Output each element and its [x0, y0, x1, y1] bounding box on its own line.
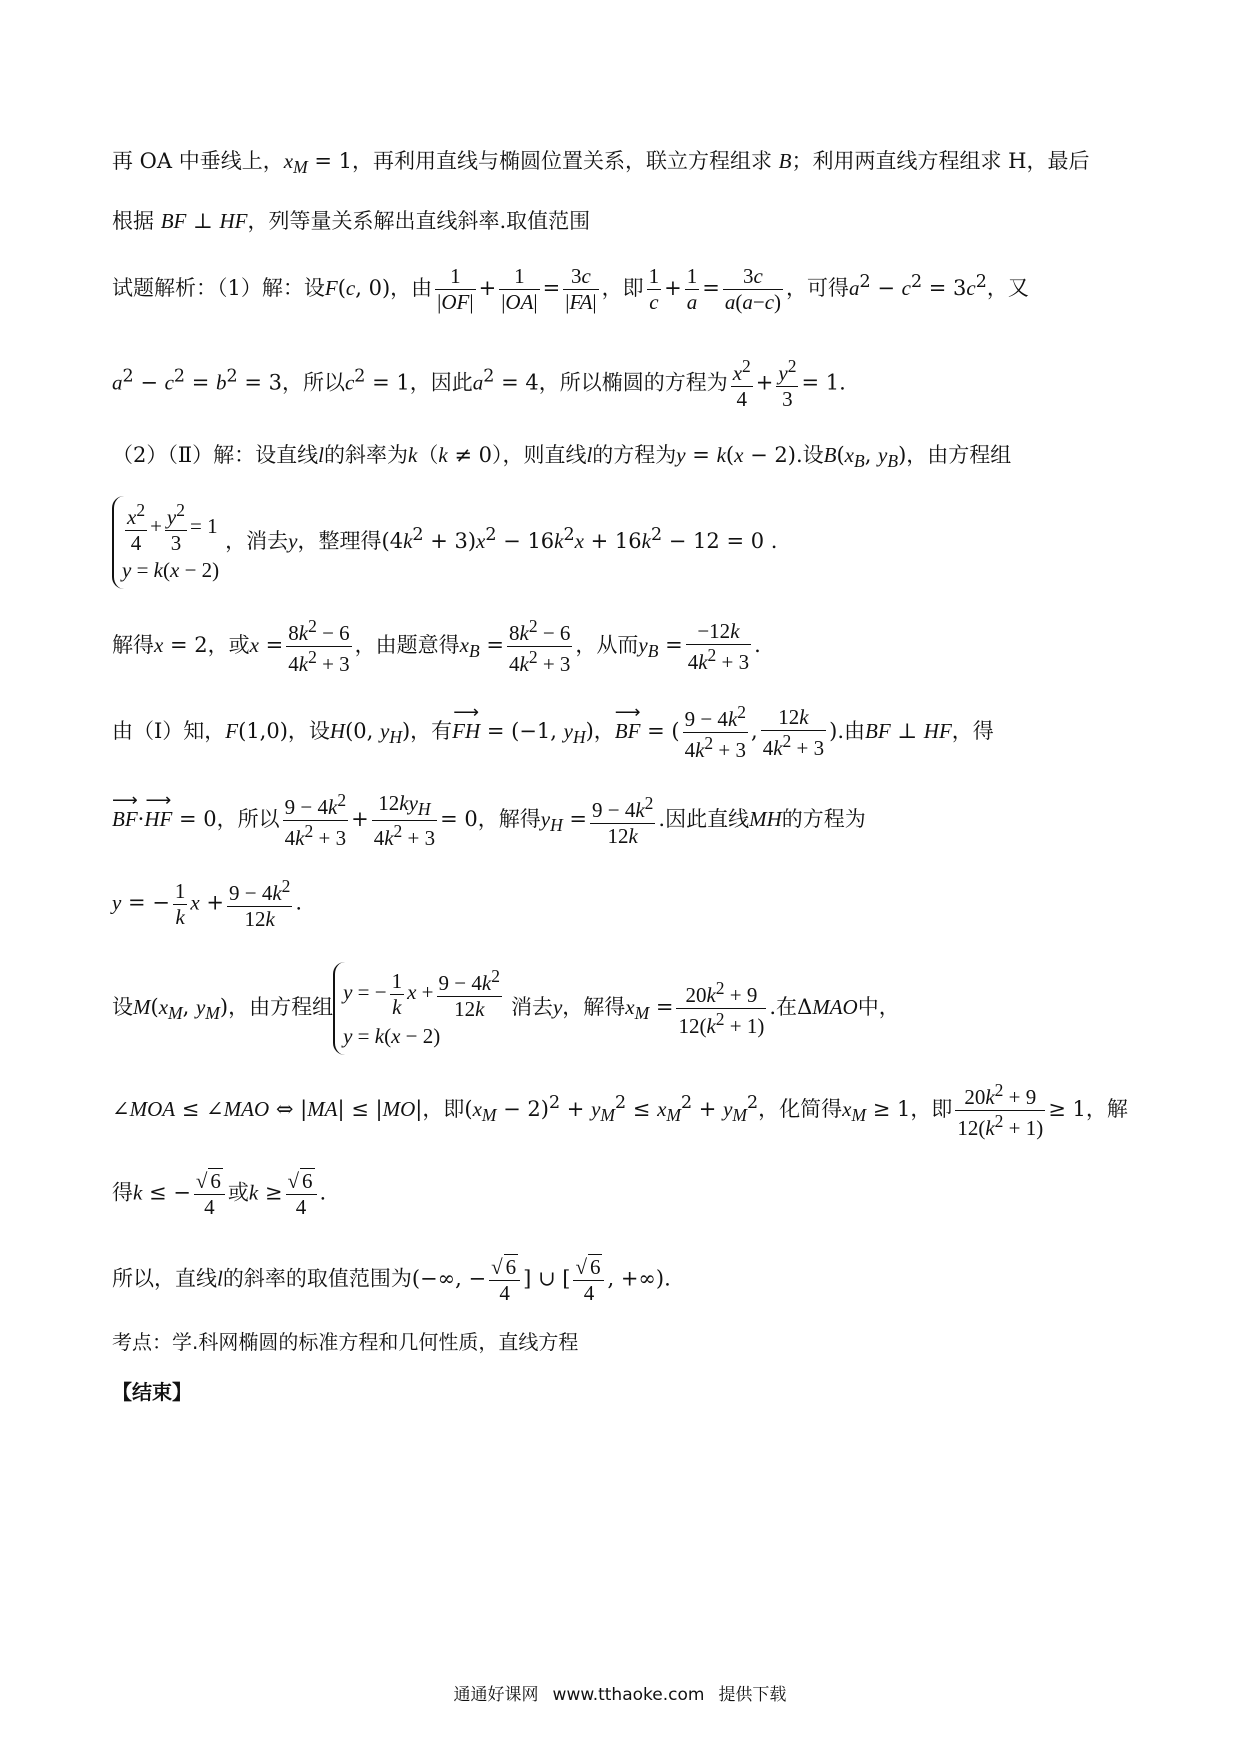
text: ，即 — [601, 276, 644, 301]
text: 由（Ⅰ）知， — [112, 719, 226, 744]
text: ，解得 — [477, 807, 541, 832]
text: ，得 — [951, 719, 994, 744]
text: .在 — [769, 994, 798, 1019]
text-line-3: 试题解析：（1）解：设F(c, 0)，由 $\frac{1}{|OF|}$ + $\frac{1}{|OA|}$ = $\frac{3c}{|FA|}$ ，即 $\frac{1}{c}$ + $\frac{1}{a}$ = $\frac{3c}{a(a-c)}$ ，可得$a^2 - c^2 = 3c^2$，又 — [112, 264, 1029, 315]
text: 的斜率为 — [323, 443, 408, 467]
footer-site-name: 通通好课网 — [453, 1685, 539, 1705]
text: ，即 — [910, 1097, 953, 1122]
text-line-13: 得k ≤ − $\frac{√ 6}{4}$ 或k ≥ $\frac{√ 6}{4}$ . — [112, 1169, 327, 1220]
text: 试题解析：（1）解：设 — [112, 276, 325, 301]
text: ，从而 — [575, 633, 639, 658]
text: ， — [593, 719, 615, 744]
text-line-2: 根据 BF ⊥ HF，列等量关系解出直线斜率.取值范围 — [112, 209, 591, 233]
text-line-11: 设$M(x_M$, $y_M$)，由方程组 y = − $\frac{1}{k}$ x + $\frac{9 - 4k^2}{12k}$ y = k(x − 2) 消去y，解得$x_M$ = $\frac{20k^2 + 9}{12(k^2 + 1)}$ .在ΔMAO中， — [112, 962, 1132, 1055]
text: ，所以 — [281, 370, 345, 395]
text: ），则直线 — [491, 443, 587, 467]
text: ，由方程组 — [906, 443, 1012, 467]
text: 设 — [112, 994, 133, 1019]
text-line-14: 所以，直线l的斜率的取值范围为(−∞, − $\frac{√ 6}{4}$ ] ∪ [ $\frac{√ 6}{4}$ , +∞). — [112, 1255, 671, 1306]
text: ，即 — [422, 1097, 465, 1122]
text: ，或 — [207, 633, 250, 658]
equation-system: $\frac{x^2}{4}$ + $\frac{y^2}{3}$ = 1 y = k(x − 2) — [112, 496, 219, 589]
text-line-12: ∠MOA ≤ ∠MAO ⇔ |MA| ≤ |MO|，即$(x_M - 2)^2 + y_M^2 \le x_M^2 + y_M^2$，化简得$x_M \ge 1$，即 $\frac{20k^2 + 9}{12(k^2 + 1)}$ ≥ 1，解 — [112, 1080, 1128, 1141]
text: ，因此 — [409, 370, 473, 395]
text: 消去 — [510, 994, 553, 1019]
text: ，可得 — [786, 276, 850, 301]
text: .因此直线 — [658, 807, 750, 832]
text: 或 — [227, 1180, 249, 1205]
text: ，又 — [986, 276, 1029, 301]
text: 得 — [112, 1180, 133, 1205]
text: 的方程为 — [781, 807, 866, 832]
text-line-4: $a^2 - c^2 = b^2 = 3$，所以$c^2 = 1$，因此$a^2 = 4$，所以椭圆的方程为 $\frac{x^2}{4}$ + $\frac{y^2}{3}$ = 1. — [112, 356, 846, 412]
text: 的方程为 — [592, 443, 677, 467]
text: .由 — [837, 719, 866, 744]
text: ，由题意得 — [354, 633, 460, 658]
text: 的斜率的取值范围为 — [222, 1266, 412, 1291]
text: （ — [417, 443, 439, 467]
text-line-8: 由（Ⅰ）知，F(1,0)，设H(0, $y_H$)，有⟶ FH = (−1, $y_H$)，⟶ BF = ( $\frac{9 - 4k^2}{4k^2 + 3}$ , $\frac{12k}{4k^2 + 3}$ ).由BF ⊥ HF，得 — [112, 702, 1132, 763]
text: ，解 — [1085, 1097, 1128, 1122]
text: （2）（Ⅱ）解：设直线 — [112, 443, 319, 467]
page-footer — [0, 1680, 1240, 1705]
text: ，设 — [287, 719, 330, 744]
text-line-6: $\frac{x^2}{4}$ + $\frac{y^2}{3}$ = 1 y = k(x − 2) ，消去y，整理得$(4k^2 + 3)x^2 - 16k^2x + 16k^2 - 12 = 0$ . — [112, 496, 1132, 589]
text: ，所以 — [216, 807, 280, 832]
text: .设 — [795, 443, 824, 467]
end-marker: 【结束】 — [112, 1380, 192, 1404]
text-line-5: （2）（Ⅱ）解：设直线l的斜率为k（k ≠ 0），则直线l的方程为y = k(x − 2).设$B(x_B$, $y_B$)，由方程组 — [112, 443, 1012, 472]
text: ，由 — [390, 276, 433, 301]
text: 中， — [857, 994, 900, 1019]
text-line-10: y = − $\frac{1}{k}$ x + $\frac{9 - 4k^2}{12k}$ . — [112, 876, 303, 932]
text: ，所以椭圆的方程为 — [538, 370, 728, 395]
footer-note: 提供下载 — [718, 1685, 787, 1705]
equation-system-2: y = − $\frac{1}{k}$ x + $\frac{9 - 4k^2}{12k}$ y = k(x − 2) — [333, 962, 505, 1055]
text: ，化简得 — [758, 1097, 843, 1122]
text: ，再利用直线与椭圆位置关系，联立方程组求 — [351, 149, 772, 173]
text: 根据 — [112, 209, 154, 233]
text-line-1: 再 OA 中垂线上，$x_M = 1$，再利用直线与椭圆位置关系，联立方程组求 B；利用两直线方程组求 H，最后 — [112, 149, 1090, 178]
text: ，整理得 — [297, 528, 382, 553]
text-line-9: ⟶ BF·⟶ HF = 0，所以 $\frac{9 - 4k^2}{4k^2 + 3}$ + $\frac{12ky_H}{4k^2 + 3}$ = 0，解得$y_H$ = $\frac{9 - 4k^2}{12k}$ .因此直线MH的方程为 — [112, 790, 1132, 851]
kaodian-line: 考点：学.科网椭圆的标准方程和几何性质，直线方程 — [112, 1330, 579, 1354]
text: ，列等量关系解出直线斜率.取值范围 — [247, 209, 591, 233]
text: ，消去 — [225, 528, 289, 553]
text: ，由方程组 — [228, 994, 334, 1019]
text: 所以，直线 — [112, 1266, 217, 1291]
text: 解得 — [112, 633, 154, 658]
text-line-7: 解得x = 2，或x = $\frac{8k^2 - 6}{4k^2 + 3}$ ，由题意得$x_B$ = $\frac{8k^2 - 6}{4k^2 + 3}$ ，从而$y_B$ = $\frac{-12k}{4k^2 + 3}$ . — [112, 616, 761, 677]
text: 再 OA 中垂线上， — [112, 149, 284, 173]
footer-url[interactable]: www.tthaoke.com — [552, 1685, 705, 1705]
text: ，解得 — [562, 994, 626, 1019]
text: ，有 — [410, 719, 453, 744]
text: ；利用两直线方程组求 H，最后 — [791, 149, 1090, 173]
